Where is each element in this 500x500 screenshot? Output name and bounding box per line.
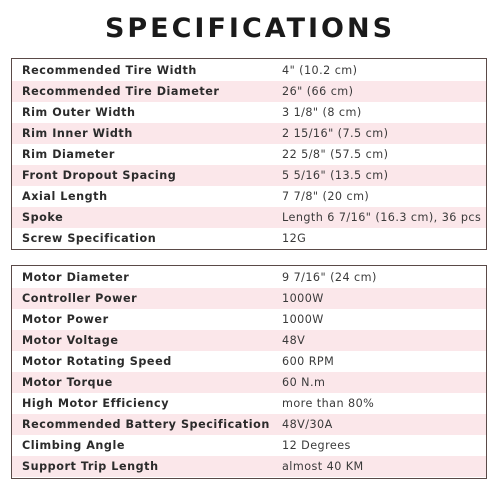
table-row [12, 165, 486, 186]
spec-value: 60 N.m [282, 376, 326, 389]
table-row [12, 186, 486, 207]
spec-value: 9 7/16" (24 cm) [282, 271, 377, 284]
spec-label: Motor Diameter [22, 271, 130, 284]
spec-label: High Motor Efficiency [22, 397, 170, 410]
spec-label: Recommended Tire Width [22, 64, 197, 77]
spec-value: 12 Degrees [282, 439, 351, 452]
spec-value: more than 80% [282, 397, 375, 410]
table-row [12, 330, 486, 351]
table-row [12, 393, 486, 414]
spec-value: 22 5/8" (57.5 cm) [282, 148, 389, 161]
table-row [12, 309, 486, 330]
spec-label: Axial Length [22, 190, 108, 203]
table-row [12, 288, 486, 309]
spec-label: Controller Power [22, 292, 138, 305]
spec-value: 600 RPM [282, 355, 335, 368]
spec-value: 7 7/8" (20 cm) [282, 190, 370, 203]
table-row [12, 207, 486, 228]
table-row [12, 267, 486, 288]
spec-label: Front Dropout Spacing [22, 169, 177, 182]
spec-label: Recommended Tire Diameter [22, 85, 220, 98]
spec-label: Rim Outer Width [22, 106, 136, 119]
table-row [12, 81, 486, 102]
spec-label: Motor Power [22, 313, 109, 326]
spec-value: 12G [282, 232, 307, 245]
table-row [12, 144, 486, 165]
table-row [12, 351, 486, 372]
table-row [12, 456, 486, 477]
table-row [12, 60, 486, 81]
spec-value: 2 15/16" (7.5 cm) [282, 127, 389, 140]
spec-label: Motor Rotating Speed [22, 355, 172, 368]
spec-value: 48V [282, 334, 306, 347]
spec-label: Recommended Battery Specification [22, 418, 270, 431]
spec-label: Rim Inner Width [22, 127, 133, 140]
spec-label: Motor Voltage [22, 334, 119, 347]
table-row [12, 372, 486, 393]
table-row [12, 435, 486, 456]
spec-value: 1000W [282, 313, 324, 326]
spec-value: 5 5/16" (13.5 cm) [282, 169, 389, 182]
spec-value: Length 6 7/16" (16.3 cm), 36 pcs [282, 211, 482, 224]
spec-label: Climbing Angle [22, 439, 126, 452]
table-row [12, 228, 486, 249]
spec-value: 3 1/8" (8 cm) [282, 106, 362, 119]
spec-value: 4" (10.2 cm) [282, 64, 358, 77]
motor-spec-table [11, 265, 487, 479]
spec-value: 26" (66 cm) [282, 85, 354, 98]
table-row [12, 102, 486, 123]
spec-label: Rim Diameter [22, 148, 115, 161]
table-row [12, 123, 486, 144]
spec-value: 1000W [282, 292, 324, 305]
spec-value: 48V/30A [282, 418, 333, 431]
spec-label: Screw Specification [22, 232, 157, 245]
page-title: SPECIFICATIONS [104, 13, 396, 44]
spec-label: Spoke [22, 211, 64, 224]
spec-value: almost 40 KM [282, 460, 364, 473]
spec-label: Support Trip Length [22, 460, 159, 473]
table-row [12, 414, 486, 435]
spec-label: Motor Torque [22, 376, 113, 389]
wheel-spec-table [11, 58, 487, 250]
